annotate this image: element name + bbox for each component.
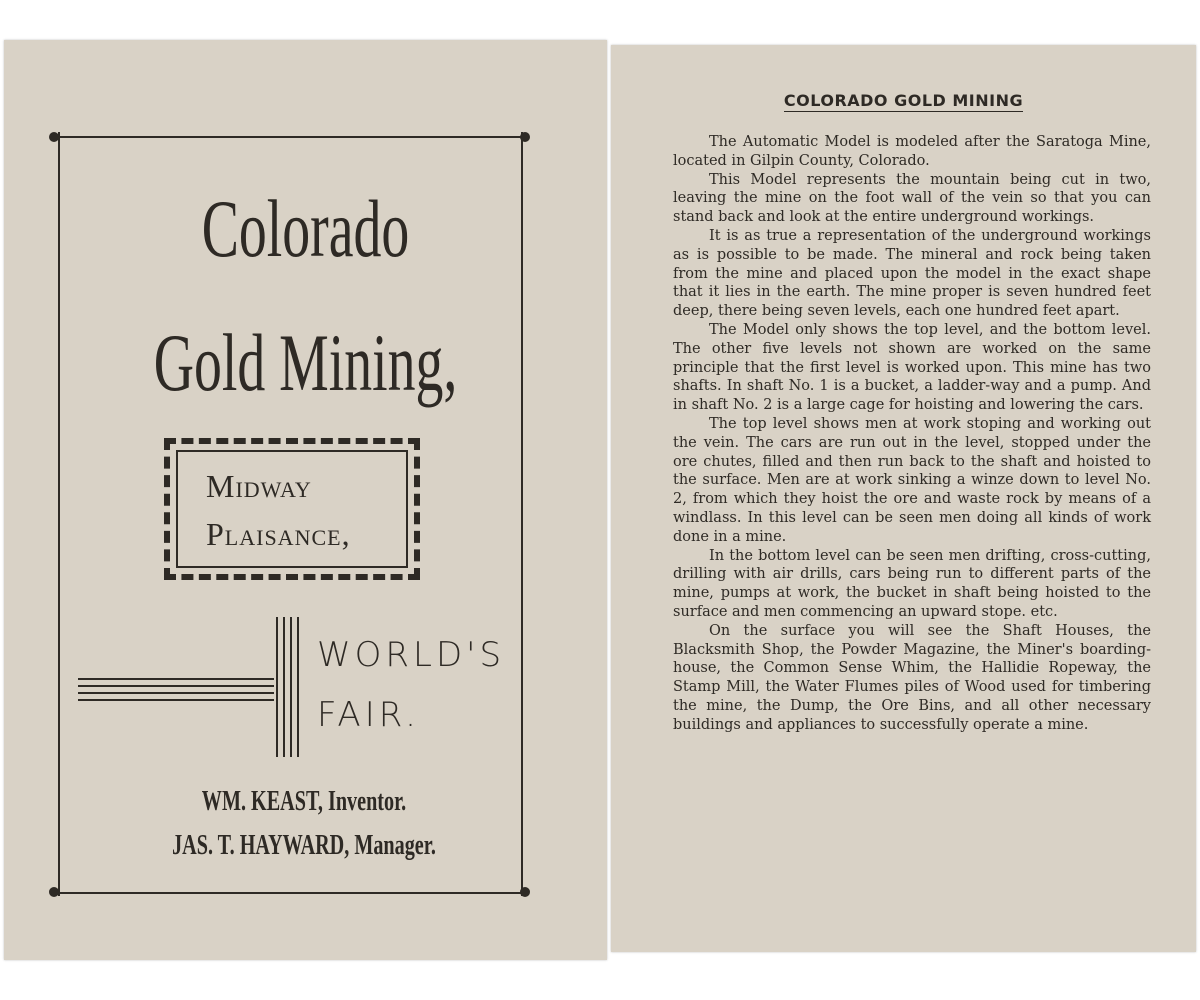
worlds-label: WORLD'S — [317, 635, 506, 675]
frame-left — [58, 132, 60, 896]
inventor-credit: WM. KEAST, Inventor. — [201, 786, 407, 817]
paragraph: In the bottom level can be seen men drifting, cross-cutting, drilling with air drills, cars being run to different parts of the mine, pumps at work, the bucket in shaft being hoisted to the surface and men commencing an upward stope. etc. — [673, 547, 1151, 620]
ornament-vertical-rule — [276, 617, 278, 757]
frame-right — [521, 132, 523, 896]
ornament-horizontal-rule — [78, 699, 274, 701]
cover-title-line-1: Colorado — [201, 183, 410, 274]
frame-corner-dot — [49, 887, 59, 897]
paragraph: It is as true a representation of the underground workings as is possible to be made. The mineral and rock being taken from the mine and placed upon the model in the exact shape that it lies in the earth. The mine proper is seven hundred feet deep, there being seven levels, each one hundred feet apart. — [673, 227, 1151, 320]
frame-corner-dot — [520, 887, 530, 897]
frame-corner-dot — [49, 132, 59, 142]
cover-page — [4, 40, 607, 960]
cover-title-line-2: Gold Mining, — [153, 317, 458, 408]
paragraph: The Automatic Model is modeled after the Saratoga Mine, located in Gilpin County, Colorado. — [673, 134, 1151, 169]
ornament-horizontal-rule — [78, 678, 274, 680]
plaisance-label: Plaisance, — [206, 516, 351, 552]
ornament-horizontal-rule — [78, 685, 274, 687]
midway-plaisance-box — [164, 438, 420, 580]
ornament-horizontal-rule — [78, 692, 274, 694]
ornament-vertical-rule — [290, 617, 292, 757]
ornament-vertical-rule — [283, 617, 285, 757]
ornament-vertical-rule — [297, 617, 299, 757]
paragraph: The top level shows men at work stoping and working out the vein. The cars are run out in the level, stopped under the ore chutes, filled and then run back to the shaft and hoisted to the surface. Men are at work sinking a winze down to level No. 2, from which they hoist the ore and waste rock by means of a windlass. In this level can be seen men doing all kinds of work done in a mine. — [673, 415, 1151, 545]
page-heading — [611, 91, 1196, 110]
frame-corner-dot — [520, 132, 530, 142]
page-heading-text: COLORADO GOLD MINING — [783, 91, 1024, 110]
midway-label: Midway — [206, 468, 312, 504]
paragraph: On the surface you will see the Shaft Houses, the Blacksmith Shop, the Powder Magazine, the Miner's boarding-house, the Common Sense Whim, the Hallidie Ropeway, the Stamp Mill, the Water Flumes piles of Wood used for timbering the mine, the Dump, the Ore Bins, and all other necessary buildings and appliances to successfully operate a mine. — [673, 622, 1151, 733]
frame-bottom — [54, 892, 526, 894]
frame-top — [54, 136, 526, 138]
manager-credit: JAS. T. HAYWARD, Manager. — [172, 830, 436, 861]
paragraph: This Model represents the mountain being cut in two, leaving the mine on the foot wall of the vein so that you can stand back and look at the entire underground workings. — [673, 171, 1151, 226]
body-text — [673, 133, 1151, 735]
fair-label: FAIR. — [317, 695, 420, 735]
paragraph: The Model only shows the top level, and the bottom level. The other five levels not shown are worked on the same principle that the first level is worked upon. This mine has two shafts. In shaft No. 1 is a bucket, a ladder-way and a pump. And in shaft No. 2 is a large cage for hoisting and lowering the cars. — [673, 321, 1151, 414]
description-page — [611, 45, 1196, 952]
